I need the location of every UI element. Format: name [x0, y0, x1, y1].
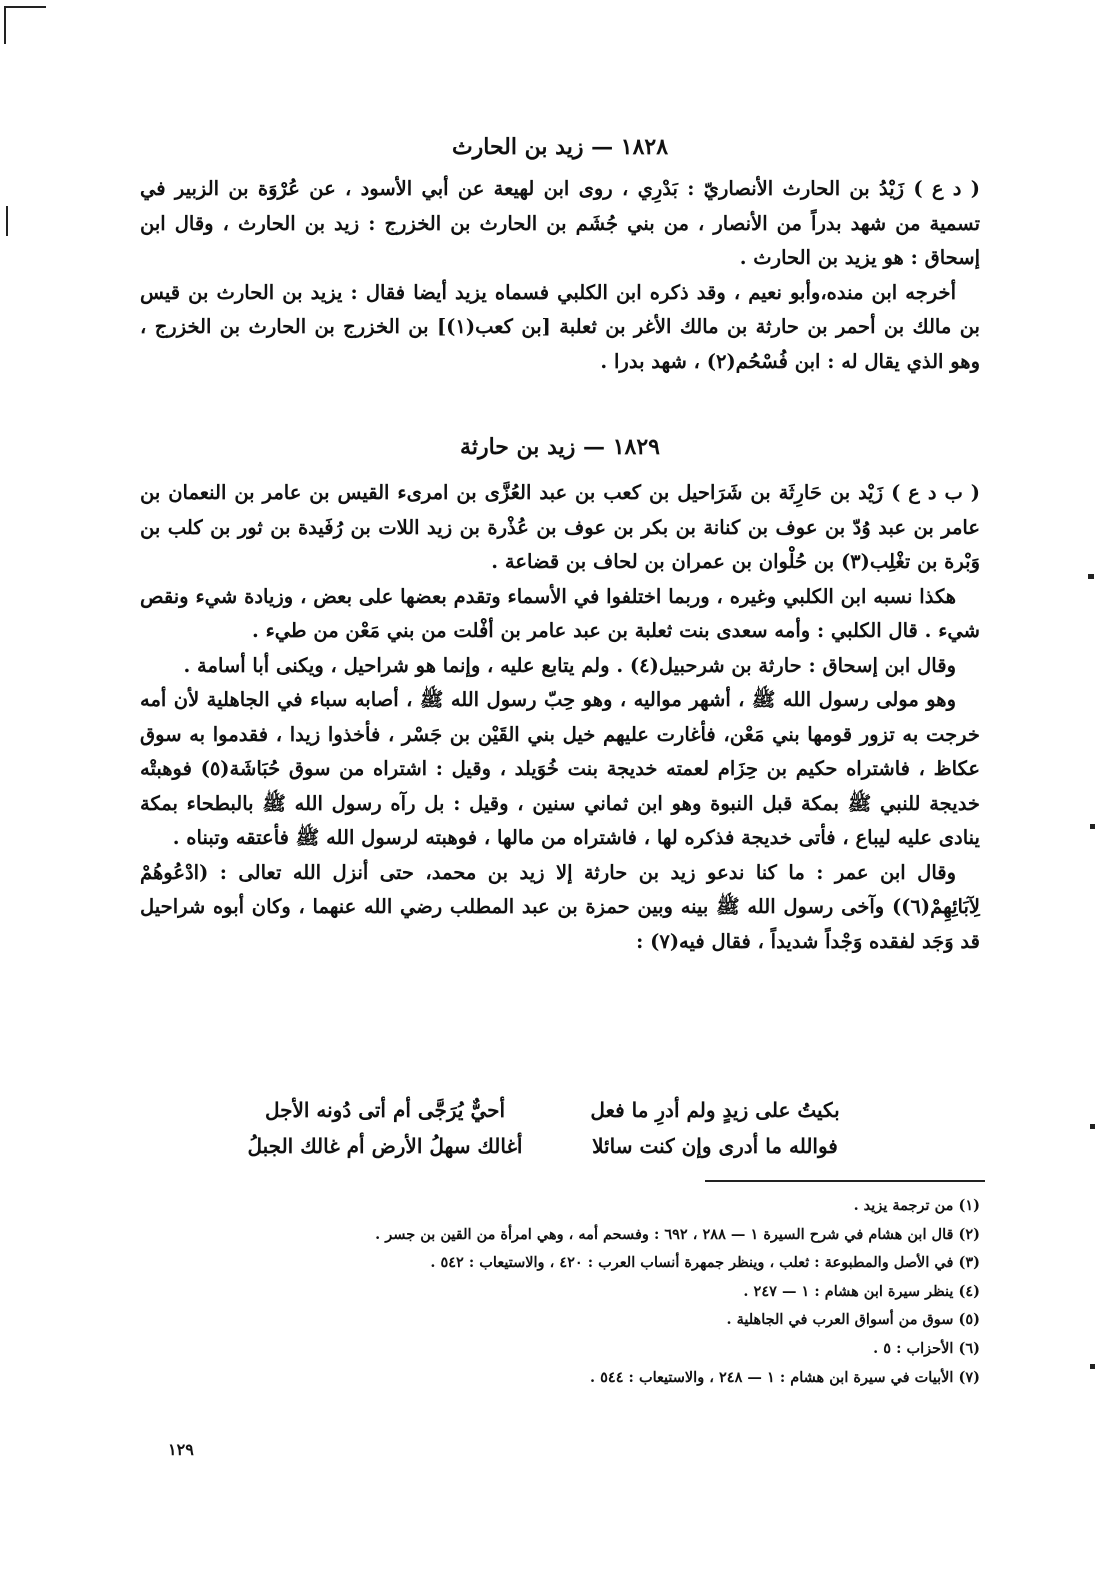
paragraph: ( ب د ع ) زَيْد بن حَارِثَة بن شَرَاحيل بن كعب بن عبد العُزَّى بن امرىء القيس بن عامر بن النعمان بن عامر بن عبد وُدّ بن عوف بن كنانة بن بكر بن عوف بن عُذْرة بن زيد اللات بن رُفَيدة بن ثور بن كلب بن وَبْرة بن تغْلِب(٣) بن حُلْوان بن عمران بن لحاف بن قضاعة .	[140, 481, 980, 573]
entry-body	[140, 476, 980, 959]
paragraph: هكذا نسبه ابن الكلبي وغيره ، وربما اختلفوا في الأسماء وتقدم بعضها على بعض ، وزيادة شيء ونقص شيء . قال الكلبي : وأمه سعدى بنت ثعلبة بن عبد عامر بن أفْلت من بني مَعْن من طيء .	[140, 584, 980, 642]
paragraph: وهو مولى رسول الله ﷺ ، أشهر مواليه ، وهو حِبّ رسول الله ﷺ ، أصابه سباء في الجاهلية لأن أمه خرجت به تزور قومها بني مَعْن، فأغارت عليهم خيل بني القَيْن بن جَسْر ، فأخذوا زيدا ، فقدموا به سوق عكاظ ، فاشتراه حكيم بن حِزَام لعمته خديجة بنت خُوَيلد ، وقيل : اشتراه من سوق حُبَاشَة(٥) فوهبتْه خديجة للنبي ﷺ بمكة قبل النبوة وهو ابن ثماني سنين ، وقيل : بل رآه رسول الله ﷺ بالبطحاء بمكة ينادى عليه ليباع ، فأتى خديجة فذكره لها ، فاشتراه من مالها ، فوهبته لرسول الله ﷺ فأعتقه وتبناه .	[140, 688, 980, 849]
page-number: ١٢٩	[168, 1440, 194, 1459]
footnote: (٦) الأحزاب : ٥ .	[873, 1339, 980, 1357]
entry-heading: ١٨٢٨ — زيد بن الحارث	[451, 134, 669, 160]
entry-heading: ١٨٢٩ — زيد بن حارثة	[460, 434, 660, 460]
scan-edge-mark	[1088, 574, 1094, 579]
paragraph: وقال ابن إسحاق : حارثة بن شرحبيل(٤) . ولم يتابع عليه ، وإنما هو شراحيل ، ويكنى أبا أسامة .	[183, 653, 956, 677]
poem-hemistich: بكيتُ على زيدٍ ولم أدرِ ما فعل	[590, 1098, 840, 1122]
paragraph: أخرجه ابن منده،وأبو نعيم ، وقد ذكره ابن الكلبي فسماه يزيد أيضا فقال : يزيد بن الحارث بن قيس بن مالك بن أحمر بن حارثة بن مالك الأغر بن ثعلبة [بن كعب(١)] بن الخزرج بن الحارث بن الخزرج ، وهو الذي يقال له : ابن فُسْحُم(٢) ، شهد بدرا .	[140, 280, 980, 373]
scan-corner-mark	[4, 6, 46, 44]
footnote-divider	[705, 1180, 985, 1182]
poem-line	[240, 1128, 860, 1164]
footnote: (٤) ينظر سيرة ابن هشام : ١ — ٢٤٧ .	[743, 1282, 980, 1300]
scan-edge-mark	[1090, 824, 1095, 829]
footnote: (٢) قال ابن هشام في شرح السيرة ١ — ٢٨٨ ، ٦٩٢ : وفسحم أمه ، وهي امرأة من القين بن جسر .	[375, 1225, 980, 1243]
footnotes	[180, 1192, 980, 1392]
scan-edge-mark	[1090, 1364, 1095, 1369]
poem-verses	[240, 1092, 860, 1164]
footnote: (١) من ترجمة يزيد .	[853, 1197, 980, 1214]
scan-edge-mark	[1090, 1124, 1095, 1129]
poem-hemistich: أحيٌّ يُرَجَّى أم أتى دُونه الأجل	[264, 1098, 506, 1122]
footnote: (٣) في الأصل والمطبوعة : ثعلب ، وينظر جمهرة أنساب العرب : ٤٢٠ ، والاستيعاب : ٥٤٢ .	[430, 1254, 980, 1272]
poem-hemistich: أغالك سهلُ الأرض أم غالك الجبلُ	[247, 1134, 523, 1158]
footnote: (٥) سوق من أسواق العرب في الجاهلية .	[726, 1311, 980, 1329]
footnote: (٧) الأبيات في سيرة ابن هشام : ١ — ٢٤٨ ، والاستيعاب : ٥٤٤ .	[590, 1368, 980, 1386]
poem-hemistich: فوالله ما أدرى وإن كنت سائلا	[592, 1134, 838, 1158]
entry-body	[140, 172, 980, 379]
paragraph: وقال ابن عمر : ما كنا ندعو زيد بن حارثة إلا زيد بن محمد، حتى أنزل الله تعالى : (ادْعُوهُمْ لِآبَائِهِمْ(٦)) وآخى رسول الله ﷺ بينه وبين حمزة بن عبد المطلب رضي الله عنهما ، وكان أبوه شراحيل قد وَجَد لفقده وَجْداً شديداً ، فقال فيه(٧) :	[140, 860, 980, 953]
scan-edge-mark	[6, 206, 8, 236]
poem-line	[240, 1092, 860, 1128]
paragraph: ( د ع ) زَيْدُ بن الحارث الأنصاريّ : بَدْرِي ، روى ابن لهيعة عن أبي الأسود ، عن عُرْوَة بن الزبير في تسمية من شهد بدراً من الأنصار ، من بني جُشَم بن الحارث بن الخزرج : زيد بن الحارث ، وقال ابن إسحاق : هو يزيد بن الحارث .	[140, 177, 980, 269]
